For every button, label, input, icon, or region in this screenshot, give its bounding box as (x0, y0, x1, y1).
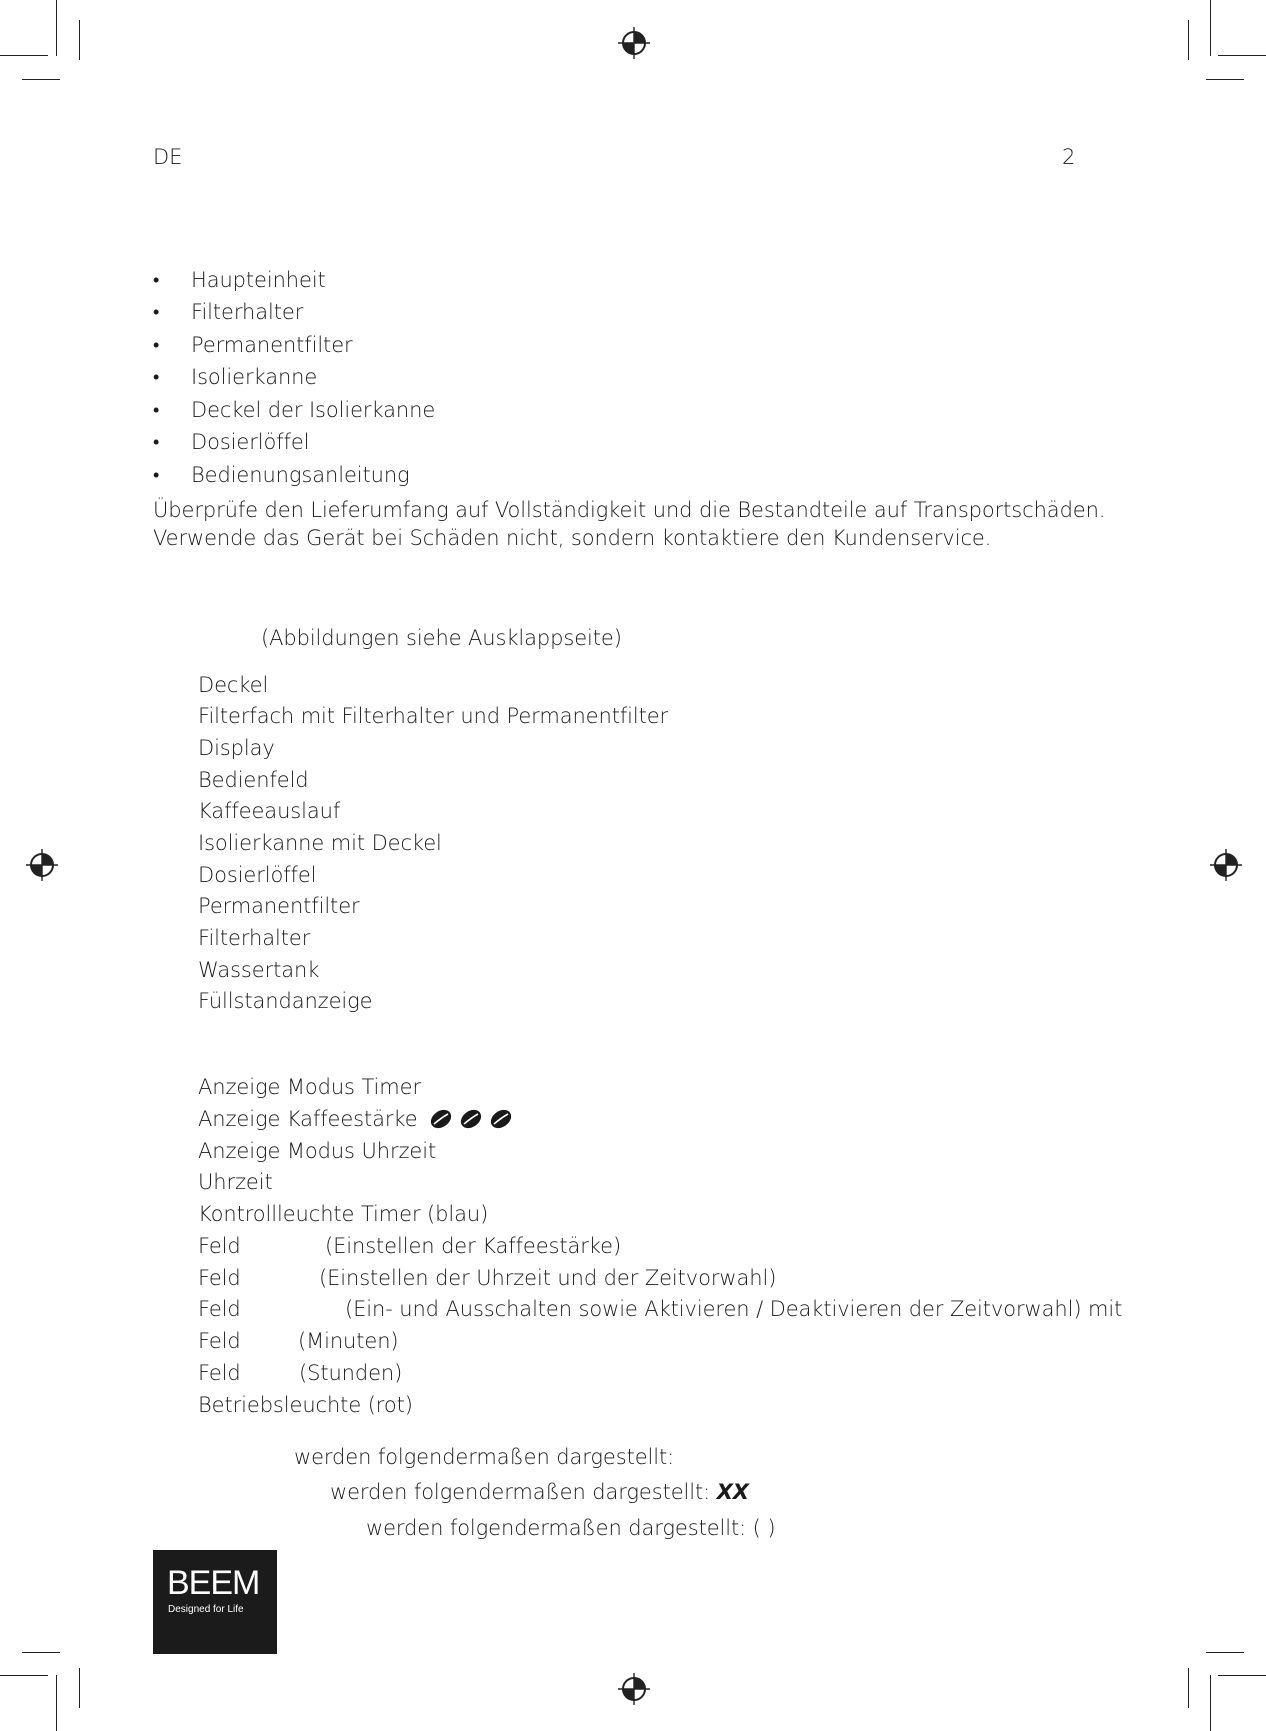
logo-brand: BEEM (167, 1564, 260, 1602)
list-item: Uhrzeit (198, 1170, 273, 1194)
button-symbol: XX (716, 1480, 749, 1504)
list-item: Wassertank (198, 958, 320, 982)
registration-mark-icon (617, 26, 651, 60)
list-item: Filterhalter (198, 926, 311, 950)
page-number: 2 (1062, 145, 1076, 169)
coffee-bean-icon (458, 1109, 484, 1129)
field-description: (Ein- und Ausschalten sowie Aktivieren / Deaktivieren der Zeitvorwahl) mit (345, 1297, 1123, 1321)
field-label: Feld (198, 1266, 241, 1290)
list-item: Isolierkanne mit Deckel (198, 831, 442, 855)
field-description: (Einstellen der Uhrzeit und der Zeitvorwahl) (319, 1266, 777, 1290)
language-code: DE (153, 145, 183, 169)
registration-mark-icon (25, 848, 59, 882)
list-item: Dosierlöffel (191, 430, 310, 454)
bullet: • (153, 302, 160, 323)
field-label: Feld (198, 1234, 241, 1258)
convention-line: werden folgendermaßen dargestellt: (294, 1445, 675, 1469)
list-item: Filterfach mit Filterhalter und Permanentfilter (198, 704, 669, 728)
list-item: Füllstandanzeige (198, 989, 373, 1013)
list-item (198, 1109, 514, 1130)
registration-mark-icon (617, 1672, 651, 1706)
list-item: Display (198, 736, 275, 760)
bullet: • (153, 465, 160, 486)
bullet: • (153, 367, 160, 388)
convention-line: werden folgendermaßen dargestellt: ( ) (366, 1516, 776, 1540)
bullet: • (153, 432, 160, 453)
bullet: • (153, 400, 160, 421)
check-paragraph-line: Verwende das Gerät bei Schäden nicht, sondern kontaktiere den Kundenservice. (153, 526, 992, 550)
field-description: (Minuten) (298, 1329, 399, 1353)
list-item: Filterhalter (191, 300, 304, 324)
list-item: Deckel (198, 673, 269, 697)
list-item: Permanentfilter (191, 333, 353, 357)
field-label: Feld (198, 1361, 241, 1385)
check-paragraph-line: Überprüfe den Lieferumfang auf Vollständigkeit und die Bestandteile auf Transportschäden. (153, 498, 1106, 522)
list-item: Isolierkanne (191, 365, 318, 389)
beem-logo (153, 1550, 277, 1654)
convention-line (330, 1482, 749, 1503)
field-label: Feld (198, 1297, 241, 1321)
list-item: Haupteinheit (191, 268, 326, 292)
list-item: Anzeige Modus Timer (198, 1075, 421, 1099)
field-description: (Stunden) (299, 1361, 403, 1385)
field-description: (Einstellen der Kaffeestärke) (325, 1234, 622, 1258)
logo-tagline: Designed for Life (168, 1604, 244, 1615)
list-item: Deckel der Isolierkanne (191, 398, 436, 422)
bullet: • (153, 270, 160, 291)
field-label: Feld (198, 1329, 241, 1353)
registration-mark-icon (1209, 848, 1243, 882)
strength-label: Anzeige Kaffeestärke (198, 1107, 418, 1131)
list-item: Kontrollleuchte Timer (blau) (198, 1202, 489, 1226)
list-item: Dosierlöffel (198, 863, 317, 887)
list-item: Bedienungsanleitung (191, 463, 410, 487)
list-item: Betriebsleuchte (rot) (198, 1393, 413, 1417)
list-item: Permanentfilter (198, 894, 360, 918)
bullet: • (153, 335, 160, 356)
list-item: Anzeige Modus Uhrzeit (198, 1139, 437, 1163)
figure-note: (Abbildungen siehe Ausklappseite) (261, 626, 622, 650)
list-item: Kaffeeauslauf (198, 799, 341, 823)
coffee-bean-icon (488, 1109, 514, 1129)
list-item: Bedienfeld (198, 768, 309, 792)
convention-text: werden folgendermaßen dargestellt: (330, 1480, 711, 1504)
coffee-bean-icon (428, 1109, 454, 1129)
